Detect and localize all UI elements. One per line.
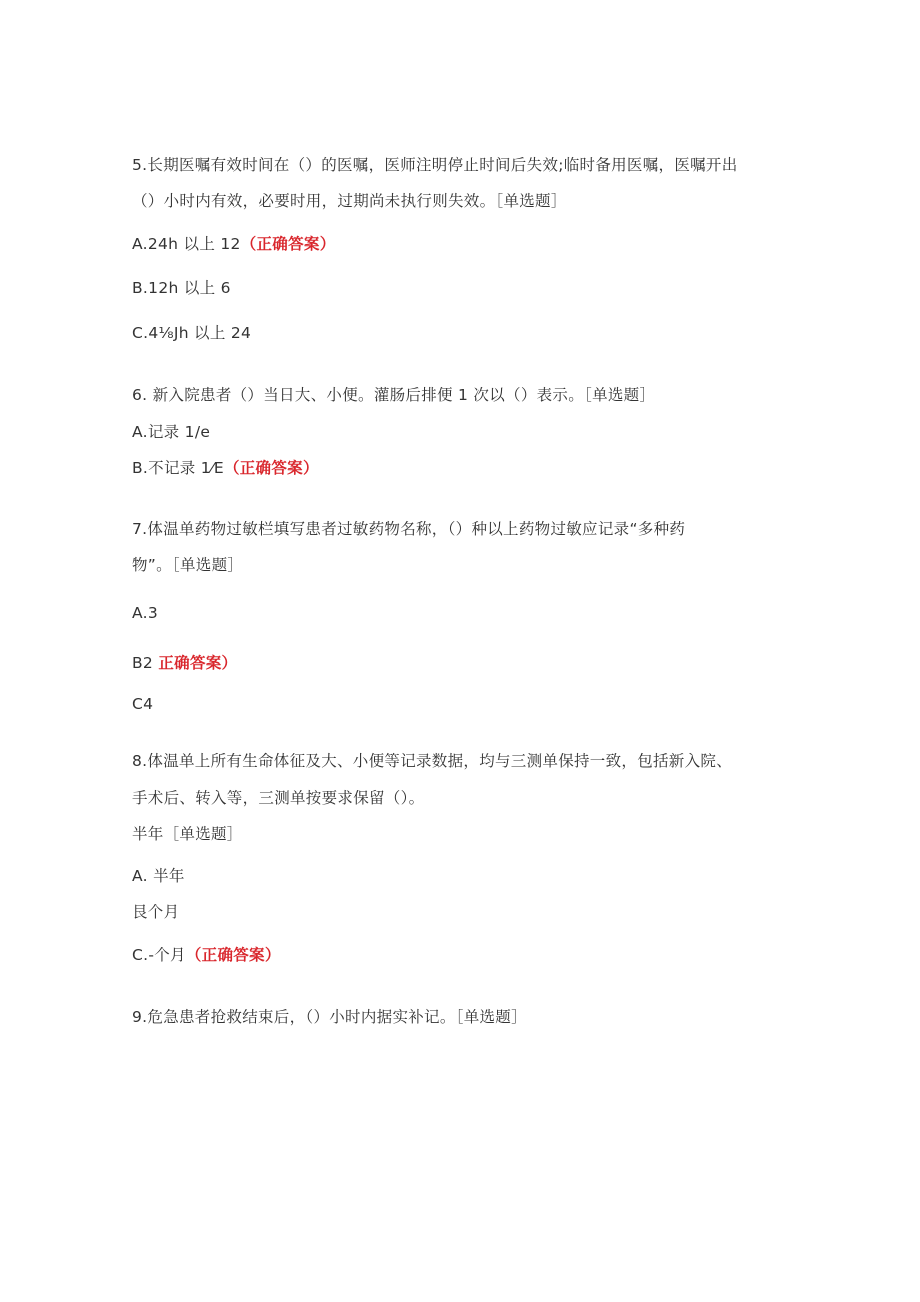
- question-6-option-a: A.记录 1/e: [132, 423, 211, 441]
- correct-answer-mark: 正确答案）: [158, 654, 238, 672]
- question-8-line-3: 半年［单选题］: [132, 825, 243, 843]
- question-5-line-2: （）小时内有效，必要时用，过期尚未执行则失效。［单选题］: [132, 192, 567, 210]
- question-8-option-c: [132, 944, 281, 966]
- correct-answer-mark: （正确答案）: [223, 459, 319, 477]
- option-text: A.24h 以上 12: [132, 235, 241, 253]
- question-8-option-a: A. 半年: [132, 867, 185, 885]
- question-5-line-1: 5.长期医嘱有效时间在（）的医嘱，医师注明停止时间后失效;临时备用医嘱，医嘱开出: [132, 156, 738, 174]
- question-9-line-1: 9.危急患者抢救结束后，（）小时内据实补记。［单选题］: [132, 1008, 527, 1026]
- question-6-line-1: 6. 新入院患者（）当日大、小便。灌肠后排便 1 次以（）表示。［单选题］: [132, 386, 656, 404]
- option-text: B.不记录 1⁄E: [132, 459, 224, 477]
- question-8-line-1: 8.体温单上所有生命体征及大、小便等记录数据，均与三测单保持一致，包括新入院、: [132, 752, 732, 770]
- question-5-option-a: [132, 233, 336, 255]
- question-7-option-a: A.3: [132, 604, 159, 622]
- question-7-option-b: [132, 652, 237, 674]
- correct-answer-mark: （正确答案）: [240, 235, 336, 253]
- question-6-option-b: [132, 457, 319, 479]
- question-5-option-c: C.4⅛Jh 以上 24: [132, 324, 252, 342]
- option-text: C.-个月: [132, 946, 186, 964]
- question-7-line-1: 7.体温单药物过敏栏填写患者过敏药物名称，（）种以上药物过敏应记录“多种药: [132, 520, 686, 538]
- option-text: B2: [132, 654, 154, 672]
- correct-answer-mark: （正确答案）: [185, 946, 281, 964]
- question-8-line-2: 手术后、转入等，三测单按要求保留（）。: [132, 789, 425, 807]
- question-7-line-2: 物”。［单选题］: [132, 556, 244, 574]
- question-7-option-c: C4: [132, 695, 154, 713]
- question-8-option-b: 艮个月: [132, 903, 180, 921]
- question-5-option-b: B.12h 以上 6: [132, 279, 231, 297]
